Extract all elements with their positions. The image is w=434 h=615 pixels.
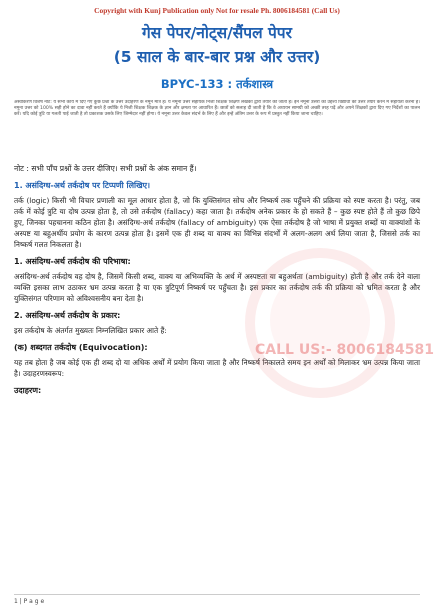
subsection-ka-paragraph: यह तब होता है जब कोई एक ही शब्द दो या अधिक अर्थों में प्रयोग किया जाता है और निष्कर्ष निकालते समय इन अर्थों को मिलाकर भ्रम उत्पन्न किया जाता है। उदाहरणस्वरूप:: [14, 358, 420, 378]
question-1-paragraph: तर्क (logic) किसी भी विचार प्रणाली का मूल आधार होता है, जो कि युक्तिसंगत सोच और निष्कर्ष तक पहुँचने की प्रक्रिया को स्पष्ट करता है। परंतु, जब तर्क में कोई त्रुटि या दोष उत्पन्न होता है, तो उसे तर्कदोष (fallacy) कहा जाता है। तर्कदोष अनेक प्रकार के हो सकते हैं – कुछ स्पष्ट होते हैं तो कुछ छिपे हुए, जिनका पहचानना कठिन होता है। असंदिग्ध-अर्थ तर्कदोष (fallacy of ambiguity) एक ऐसा तर्कदोष है जो भाषा में प्रयुक्त शब्दों या वाक्यांशों के अस्पष्ट या बहुअर्थीय प्रयोग के कारण उत्पन्न होता है। इसमें एक ही शब्द या वाक्य का विभिन्न संदर्भों में अलग-अलग अर्थ लिया जाता है, जिससे तर्क का निष्कर्ष गलत निकलता है।: [14, 196, 420, 249]
section-1-heading: 1. असंदिग्ध-अर्थ तर्कदोष की परिभाषा:: [14, 257, 131, 266]
watermark-call-text: CALL US:- 8006184581: [255, 342, 434, 358]
section-2-heading: 2. असंदिग्ध-अर्थ तर्कदोष के प्रकार:: [14, 311, 121, 320]
note-text: नोट : सभी पाँच प्रश्नों के उत्तर दीजिए। सभी प्रश्नों के अंक समान हैं।: [14, 164, 197, 173]
course-code: BPYC-133 : तर्कशास्त्र: [160, 77, 274, 91]
section-2-paragraph: इस तर्कदोष के अंतर्गत मुख्यतः निम्नलिखित प्रकार आते हैं:: [14, 326, 167, 335]
question-1-heading: 1. असंदिग्ध-अर्थ तर्कदोष पर टिप्पणी लिखिए।: [14, 181, 151, 190]
example-label: उदाहरण:: [14, 386, 42, 395]
disclaimer-text: अस्वीकरण विशेष नोट: ये सभी कार्य में दिए गए कुछ प्रश्नों के उत्तर उदाहरण के नमूने मात्र हैं। ये नमूना उत्तर सहायक निजी शिक्षक शिक्षण लेखकों द्वारा तैयार की जाती हैं। इन नमूना उत्तरों का उद्देश्य विद्यार्थी को उत्तर तैयार करने में सहायता करना है। नमूना उत्तर को 100% सही होने का दावा नहीं करते हैं क्योंकि ये निजी शिक्षक शिक्षक के ज्ञान और क्षमता पर आधारित हैं। छात्रों को सलाह दी जाती है कि वे अध्ययन सामग्री को अच्छी तरह पढ़ें और अपने शिक्षकों द्वारा दिए गए निर्देशों का पालन करें। यदि कोई त्रुटि या गलती पाई जाती है तो प्रकाशक उसके लिए जिम्मेदार नहीं होगा। ये नमूना उत्तर केवल संदर्भ के लिए हैं और इन्हें अंतिम उत्तर के रूप में प्रस्तुत नहीं किया जाना चाहिए।: [14, 100, 420, 118]
page-title-line1: गेस पेपर/नोट्स/सैंपल पेपर: [142, 24, 292, 42]
section-1-paragraph: असंदिग्ध-अर्थ तर्कदोष वह दोष है, जिसमें किसी शब्द, वाक्य या अभिव्यक्ति के अर्थ में अस्पष्टता या बहुअर्थता (ambiguity) होती है और तर्क देने वाला व्यक्ति इसका लाभ उठाकर भ्रम उत्पन्न करता है या एक त्रुटिपूर्ण निष्कर्ष पर पहुँचता है। इस प्रकार का तर्कदोष तर्क की प्रक्रिया को भ्रमित करता है और युक्तिसंगत परिणाम को अविश्वसनीय बना देता है।: [14, 272, 420, 303]
footer-divider: [14, 594, 420, 595]
copyright-line: Copyright with Kunj Publication only Not for resale Ph. 8006184581 (Call Us): [94, 6, 340, 15]
page-number: 1 | P a g e: [14, 598, 45, 605]
page-title-line2: (5 साल के बार-बार प्रश्न और उत्तर): [113, 48, 321, 66]
subsection-ka-heading: (क) शब्दगत तर्कदोष (Equivocation):: [14, 343, 148, 352]
